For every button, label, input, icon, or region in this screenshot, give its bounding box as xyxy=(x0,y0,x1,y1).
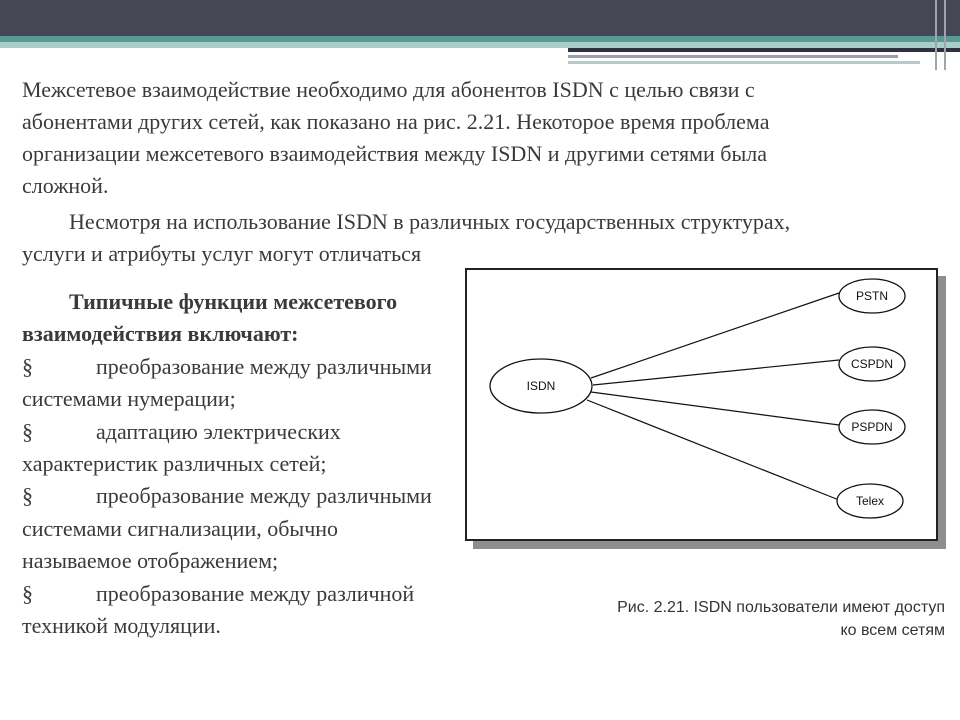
list-item-text: преобразование между различными системами нумерации; xyxy=(22,353,432,412)
paragraph-text: Несмотря на использование ISDN в различных государственных структурах, услуги и атрибуты услуг могут отличаться xyxy=(22,209,791,266)
header-bar xyxy=(0,0,960,36)
bullet-icon: § xyxy=(22,580,33,606)
pspdn-label: PSPDN xyxy=(851,420,893,434)
isdn-label: ISDN xyxy=(526,379,556,393)
caption-line: ко всем сетям xyxy=(840,622,945,639)
functions-list xyxy=(22,286,432,642)
list-item-text: преобразование между различной техникой модуляции. xyxy=(22,580,415,639)
paragraph-text: Межсетевое взаимодействие необходимо для абонентов ISDN с целью связи с абонентами других сетей, как показано на рис. 2.21. Некоторое время проблема организации межсетевого взаимодействия между ISDN и другими сетями была сложной. xyxy=(22,77,770,198)
link-line xyxy=(587,400,839,500)
intro-paragraph xyxy=(22,74,852,202)
bullet-icon: § xyxy=(22,483,33,509)
diagram-svg xyxy=(467,270,936,539)
list-item xyxy=(22,416,432,481)
bullet-icon: § xyxy=(22,418,33,444)
header-vertical-line xyxy=(935,0,937,70)
pstn-label: PSTN xyxy=(855,289,889,303)
telex-label: Telex xyxy=(855,494,885,508)
caption-line: Рис. 2.21. ISDN пользователи имеют доступ xyxy=(617,599,945,616)
list-item xyxy=(22,578,432,643)
list-item-text: преобразование между различными системами сигнализации, обычно называемое отображением; xyxy=(22,483,432,574)
note-paragraph xyxy=(22,206,822,270)
functions-heading: Типичные функции межсетевого взаимодействия включают: xyxy=(22,289,398,347)
header-vertical-line xyxy=(944,0,946,70)
header-thin-line-light xyxy=(568,61,920,64)
figure-caption xyxy=(540,596,945,642)
list-item xyxy=(22,480,432,577)
bullet-icon: § xyxy=(22,353,33,379)
cspdn-label: CSPDN xyxy=(850,357,894,371)
header-thin-line-gray xyxy=(568,55,898,58)
network-diagram xyxy=(465,268,938,541)
link-line xyxy=(593,360,839,385)
link-line xyxy=(591,392,839,425)
link-line xyxy=(591,293,839,378)
list-item-text: адаптацию электрических характеристик различных сетей; xyxy=(22,418,341,477)
header-thin-line-dark xyxy=(568,48,960,52)
list-item xyxy=(22,351,432,416)
